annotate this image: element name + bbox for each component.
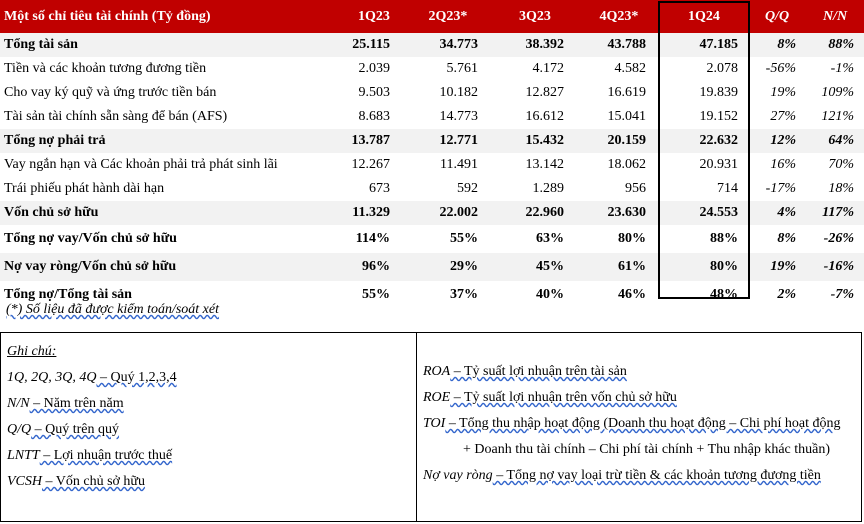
col-header-1q23: 1Q23 bbox=[344, 0, 404, 33]
value-cell: 592 bbox=[457, 181, 478, 196]
value-cell: 37% bbox=[450, 287, 478, 302]
value-cell: 2.039 bbox=[358, 61, 390, 76]
note-description: – Tổng nợ vay loại trừ tiền & các khoản tương đương tiền bbox=[492, 468, 821, 483]
value-cell: 11.491 bbox=[440, 157, 478, 172]
row-label: Tài sản tài chính sẵn sàng để bán (AFS) bbox=[4, 109, 228, 124]
col-header-3q23: 3Q23 bbox=[492, 0, 578, 33]
note-description: – Tổng thu nhập hoạt động (Doanh thu hoạt động – Chi phí hoạt động bbox=[445, 416, 841, 431]
value-cell: 16.619 bbox=[607, 85, 646, 100]
value-cell: 15.041 bbox=[607, 109, 646, 124]
note-line bbox=[7, 469, 177, 495]
row-label: Trái phiếu phát hành dài hạn bbox=[4, 181, 165, 196]
row-label: Tổng nợ phải trả bbox=[0, 129, 344, 153]
value-cell: 40% bbox=[536, 287, 564, 302]
note-abbreviation: N/N bbox=[7, 396, 30, 411]
note-line bbox=[7, 443, 177, 469]
nn-cell: 88% bbox=[806, 33, 864, 57]
qq-cell: 19% bbox=[770, 85, 796, 100]
value-cell: 25.115 bbox=[344, 33, 404, 57]
table-row bbox=[0, 81, 864, 105]
note-description: – Tỷ suất lợi nhuận trên vốn chủ sở hữu bbox=[450, 390, 677, 405]
note-continuation: + Doanh thu tài chính – Chi phí tài chính + Thu nhập khác thuần) bbox=[463, 442, 831, 457]
value-cell: 18.062 bbox=[607, 157, 646, 172]
notes-title: Ghi chú: bbox=[7, 344, 57, 359]
table-row bbox=[0, 129, 864, 153]
note-line bbox=[7, 417, 177, 443]
value-cell: 20.931 bbox=[699, 157, 738, 172]
qq-cell: 19% bbox=[748, 253, 806, 281]
qq-cell: 12% bbox=[748, 129, 806, 153]
nn-cell: 121% bbox=[821, 109, 854, 124]
nn-cell: 117% bbox=[806, 201, 864, 225]
note-line bbox=[423, 437, 863, 463]
value-cell: 55% bbox=[362, 287, 390, 302]
nn-cell: 64% bbox=[806, 129, 864, 153]
value-cell: 23.630 bbox=[578, 201, 660, 225]
value-cell: 34.773 bbox=[404, 33, 492, 57]
note-abbreviation: LNTT bbox=[7, 448, 40, 463]
table-title: Một số chỉ tiêu tài chính (Tỷ đồng) bbox=[0, 0, 344, 33]
value-cell: 22.960 bbox=[492, 201, 578, 225]
col-header-nn: N/N bbox=[806, 0, 864, 33]
value-cell: 1.289 bbox=[532, 181, 564, 196]
col-header-qq: Q/Q bbox=[748, 0, 806, 33]
note-line bbox=[423, 411, 863, 437]
note-abbreviation: TOI bbox=[423, 416, 446, 431]
qq-cell: -17% bbox=[765, 181, 796, 196]
col-header-1q24: 1Q24 bbox=[660, 0, 748, 33]
qq-cell: 8% bbox=[777, 231, 796, 246]
value-cell: 2.078 bbox=[706, 61, 738, 76]
col-header-2q23: 2Q23* bbox=[404, 0, 492, 33]
table-row bbox=[0, 201, 864, 225]
nn-cell: 70% bbox=[828, 157, 854, 172]
note-abbreviation: ROA bbox=[423, 364, 451, 379]
value-cell: 10.182 bbox=[439, 85, 478, 100]
notes-box bbox=[0, 332, 862, 522]
value-cell: 45% bbox=[492, 253, 578, 281]
note-abbreviation: VCSH bbox=[7, 474, 42, 489]
table-row bbox=[0, 105, 864, 129]
table-row bbox=[0, 57, 864, 81]
value-cell: 46% bbox=[618, 287, 646, 302]
value-cell: 29% bbox=[404, 253, 492, 281]
note-description: – Quý trên quý bbox=[31, 422, 120, 437]
value-cell: 13.787 bbox=[344, 129, 404, 153]
note-line bbox=[423, 359, 863, 385]
value-cell: 4.172 bbox=[532, 61, 564, 76]
row-label: Nợ vay ròng/Vốn chủ sở hữu bbox=[0, 253, 344, 281]
value-cell: 47.185 bbox=[660, 33, 748, 57]
value-cell: 22.632 bbox=[660, 129, 748, 153]
value-cell: 88% bbox=[710, 231, 738, 246]
table-row bbox=[0, 153, 864, 177]
row-label: Tổng nợ vay/Vốn chủ sở hữu bbox=[4, 231, 177, 246]
row-label: Tổng tài sản bbox=[0, 33, 344, 57]
notes-divider bbox=[416, 333, 417, 521]
value-cell: 8.683 bbox=[358, 109, 390, 124]
value-cell: 22.002 bbox=[404, 201, 492, 225]
note-abbreviation: Nợ vay ròng bbox=[423, 468, 493, 483]
nn-cell: -1% bbox=[830, 61, 854, 76]
value-cell: 24.553 bbox=[660, 201, 748, 225]
value-cell: 80% bbox=[660, 253, 748, 281]
qq-cell: 27% bbox=[770, 109, 796, 124]
note-description: – Tỷ suất lợi nhuận trên tài sản bbox=[450, 364, 627, 379]
row-label: Tiền và các khoản tương đương tiền bbox=[4, 61, 207, 76]
value-cell: 714 bbox=[717, 181, 738, 196]
value-cell: 96% bbox=[344, 253, 404, 281]
note-description: – Vốn chủ sở hữu bbox=[42, 474, 146, 489]
notes-right-column bbox=[423, 359, 863, 489]
nn-cell: -16% bbox=[806, 253, 864, 281]
note-abbreviation: Q/Q bbox=[7, 422, 32, 437]
value-cell: 12.267 bbox=[351, 157, 390, 172]
value-cell: 19.152 bbox=[699, 109, 738, 124]
value-cell: 14.773 bbox=[439, 109, 478, 124]
value-cell: 673 bbox=[369, 181, 390, 196]
value-cell: 61% bbox=[578, 253, 660, 281]
value-cell: 12.827 bbox=[525, 85, 564, 100]
notes-left-column bbox=[7, 339, 177, 495]
value-cell: 43.788 bbox=[578, 33, 660, 57]
note-description: – Quý 1,2,3,4 bbox=[96, 370, 177, 385]
value-cell: 38.392 bbox=[492, 33, 578, 57]
nn-cell: 109% bbox=[821, 85, 854, 100]
nn-cell: -26% bbox=[823, 231, 854, 246]
value-cell: 13.142 bbox=[525, 157, 564, 172]
value-cell: 20.159 bbox=[578, 129, 660, 153]
footnote: (*) Số liệu đã được kiểm toán/soát xét bbox=[6, 302, 220, 317]
row-label: Vốn chủ sở hữu bbox=[0, 201, 344, 225]
nn-cell: -7% bbox=[830, 287, 854, 302]
row-label: Tổng nợ/Tổng tài sản bbox=[4, 287, 132, 302]
value-cell: 80% bbox=[618, 231, 646, 246]
nn-cell: 18% bbox=[828, 181, 854, 196]
value-cell: 63% bbox=[536, 231, 564, 246]
value-cell: 19.839 bbox=[699, 85, 738, 100]
note-line bbox=[423, 463, 863, 489]
value-cell: 4.582 bbox=[614, 61, 646, 76]
note-line bbox=[7, 391, 177, 417]
note-description: – Lợi nhuận trước thuế bbox=[39, 448, 173, 463]
value-cell: 114% bbox=[355, 231, 390, 246]
value-cell: 55% bbox=[450, 231, 478, 246]
qq-cell: 8% bbox=[748, 33, 806, 57]
note-line bbox=[423, 385, 863, 411]
note-abbreviation: 1Q, 2Q, 3Q, 4Q bbox=[7, 370, 97, 385]
value-cell: 16.612 bbox=[525, 109, 564, 124]
qq-cell: 2% bbox=[777, 287, 796, 302]
col-header-4q23: 4Q23* bbox=[578, 0, 660, 33]
qq-cell: 4% bbox=[748, 201, 806, 225]
value-cell: 48% bbox=[710, 287, 738, 302]
table-row bbox=[0, 177, 864, 201]
value-cell: 956 bbox=[625, 181, 646, 196]
value-cell: 9.503 bbox=[358, 85, 390, 100]
note-abbreviation: ROE bbox=[423, 390, 451, 405]
note-line bbox=[7, 365, 177, 391]
row-label: Vay ngắn hạn và Các khoản phải trả phát sinh lãi bbox=[4, 157, 278, 172]
note-description: – Năm trên năm bbox=[29, 396, 124, 411]
table-header-row bbox=[0, 0, 864, 33]
row-label: Cho vay ký quỹ và ứng trước tiền bán bbox=[4, 85, 217, 100]
qq-cell: 16% bbox=[770, 157, 796, 172]
value-cell: 11.329 bbox=[344, 201, 404, 225]
qq-cell: -56% bbox=[765, 61, 796, 76]
table-row bbox=[0, 33, 864, 57]
value-cell: 5.761 bbox=[446, 61, 478, 76]
value-cell: 15.432 bbox=[492, 129, 578, 153]
table-row bbox=[0, 225, 864, 253]
value-cell: 12.771 bbox=[404, 129, 492, 153]
table-row bbox=[0, 253, 864, 281]
